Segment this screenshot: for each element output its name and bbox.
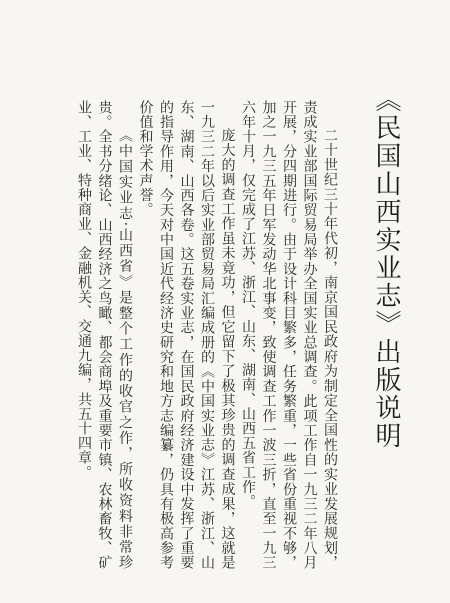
paragraph-2: 庞大的调查工作虽未竟功，但它留下了极其珍贵的调查成果，这就是一九三二年以后实业部贸易局汇编成册的《中国实业志》江苏、浙江、山东、湖南、山西各卷。这五卷实业志，在国民政府经济建设中发挥了重要的指导作用，今天对中国近代经济史研究和地方志编纂，仍具有极高参考价值和学术声誉。 xyxy=(137,100,236,570)
paragraph-1: 二十世纪三十年代初，南京国民政府为制定全国性的实业发展规划，责成实业部国际贸易局举办全国实业总调查。此项工作自一九三二年八月开展，分四期进行。由于设计科目繁多，任务繁重，一些省份重视不够，加之一九三五年日军发动华北事变，致使调查工作一波三折，直至一九三六年十月，仅完成了江苏、浙江、山东、湖南、山西五省工作。 xyxy=(240,100,338,570)
document-body xyxy=(74,100,341,570)
paragraph-3: 《中国实业志·山西省》是整个工作的收官之作，所收资料非常珍贵。全书分绪论、山西经济之鸟瞰、都会商埠及重要市镇、农林畜牧、矿业、工业、特种商业、金融机关、交通九编，共五十四章。 xyxy=(76,100,133,570)
document-title: 《民国山西实业志》出版说明 xyxy=(371,86,401,450)
